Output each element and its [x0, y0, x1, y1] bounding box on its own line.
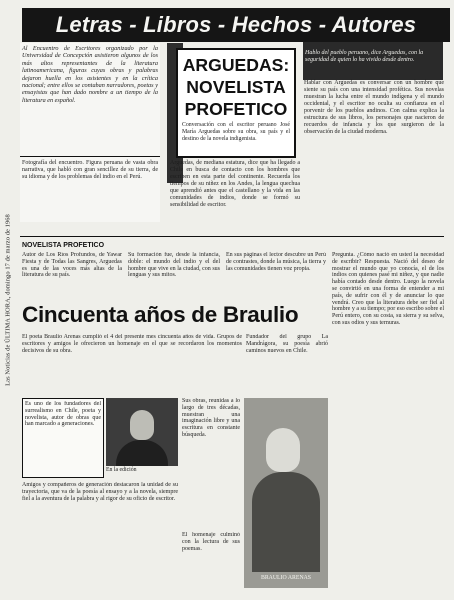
feature-text-3: Sus obras, reunidas a lo largo de tres décadas, muestran una imaginación libre y una escritura en constante búsqueda. [182, 398, 240, 438]
feature-text-5: El homenaje culminó con la lectura de sus poemas. [182, 532, 240, 552]
article-column-3: En sus páginas el lector descubre un Perú de contrastes, donde la música, la tierra y las comunidades tienen voz propia. [226, 252, 326, 272]
photo-body [252, 472, 320, 572]
feature-sidebar-box [22, 398, 104, 478]
side-imprint [3, 30, 13, 570]
article-column-2: Su formación fue, desde la infancia, doble: el mundo del indio y el del hombre que vive en la ciudad, con sus lenguas y sus mitos. [128, 252, 220, 279]
intro-column [20, 43, 160, 222]
article-text-right: Hablar con Arguedas es conversar con un hombre que siente su país con una intensidad profética. Sus novelas muestran la lucha entre el mundo indígena y el mundo occidental, y el escritor no oculta su confianza en el porvenir de los pueblos andinos. Con calma explica la estructura de sus libros, los personajes que nacieron de recuerdos de infancia y los que surgieron de la observación de la ciudad moderna. [304, 80, 444, 135]
headline-title [178, 54, 294, 120]
photo-caption: Hablo del pueblo peruano, dice Arguedas, con la seguridad de quien lo ha vivido desde dentro. [305, 50, 424, 63]
portrait-caption: En la edición [106, 467, 137, 473]
headline-box [176, 48, 296, 158]
portrait-photo [106, 398, 178, 466]
article-text-mid: Arguedas, de mediana estatura, dice que ha llegado a Chile en busca de contacto con los hombres que escriben en esta parte del continente. Recuerda los tiempos de su niñez en los Andes, la lengua quechua que aprendió antes que el castellano y la vida en las comunidades de indios, donde se formó su sensibilidad de escritor. [170, 160, 300, 208]
intro-lower-text: Fotografía del encuentro. Figura peruana de vasta obra narrativa, que habló con gran sencillez de su tierra, de su idioma y de los problemas del indio en el Perú. [22, 160, 158, 181]
intro-text: Al Encuentro de Escritores organizado por la Universidad de Concepción asistieron algunos de los más altos representantes de la literatura latinoamericana, figuras cuyas obras y palabras dejaron huella en los asistentes y en la crítica nacional; entre ellos se contaban narradores, poetas y ensayistas que han dado nombre a un tiempo de la literatura en español. [22, 45, 158, 104]
portrait-shoulders [116, 440, 168, 466]
article-column-1: Autor de Los Ríos Profundos, de Yawar Fiesta y de Todas las Sangres, Arguedas es una de las voces más altas de la literatura de su país. [22, 252, 122, 279]
section-rule [20, 236, 444, 237]
headline-line-3: PROFETICO [184, 99, 288, 119]
divider [20, 156, 160, 157]
section-banner: Letras - Libros - Hechos - Autores [22, 8, 450, 42]
portrait-face [130, 410, 154, 440]
feature-text-4: Amigos y compañeros de generación destacaron la unidad de su trayectoria, que va de la poesía al ensayo y a la novela, siempre fiel a la aventura de la palabra y al rigor de su oficio de escritor. [22, 482, 178, 502]
feature-text-1: El poeta Braulio Arenas cumplió el 4 del presente mes cincuenta años de vida. Grupos de escritores y amigos le ofrecieron un homenaje en el que se recordaron los momentos decisivos de su obra. [22, 334, 242, 354]
section-heading: NOVELISTA PROFETICO [22, 242, 105, 249]
feature-text-2: Fundador del grupo La Mandrágora, su poesía abrió caminos nuevos en Chile. [246, 334, 328, 354]
braulio-photo [244, 398, 328, 588]
photo-head [266, 428, 300, 472]
feature-headline: Cincuenta años de Braulio [22, 302, 299, 327]
headline-line-2: NOVELISTA [186, 77, 286, 97]
article-column-4: Pregunta. ¿Cómo nació en usted la necesidad de escribir? Respuesta. Nació del deseo de mostrar el mundo que yo conocía, el de los indios con quienes pasé mi niñez, y que nadie había contado desde dentro. Luego la novela se convirtió en una forma de entender a mi país, de sufrir con él y de anunciar lo que vendrá. Creo que la literatura debe ser fiel al hombre y a su tiempo; por eso escribo sobre el Perú entero, con su costa, su sierra y su selva, con sus odios y sus ternuras. [332, 252, 444, 326]
headline-summary: Conversación con el escritor peruano José María Arguedas sobre su obra, su país y el destino de la novela indigenista. [182, 122, 290, 142]
headline-line-1: ARGUEDAS: [182, 55, 290, 75]
braulio-photo-caption: BRAULIO ARENAS [260, 575, 312, 581]
feature-sidebar-text: Es uno de los fundadores del surrealismo en Chile, poeta y novelista, autor de obras que han marcado a generaciones. [25, 401, 101, 428]
side-imprint-text: Las Noticias de ÚLTIMA HORA, domingo 17 de marzo de 1968 [4, 214, 12, 386]
